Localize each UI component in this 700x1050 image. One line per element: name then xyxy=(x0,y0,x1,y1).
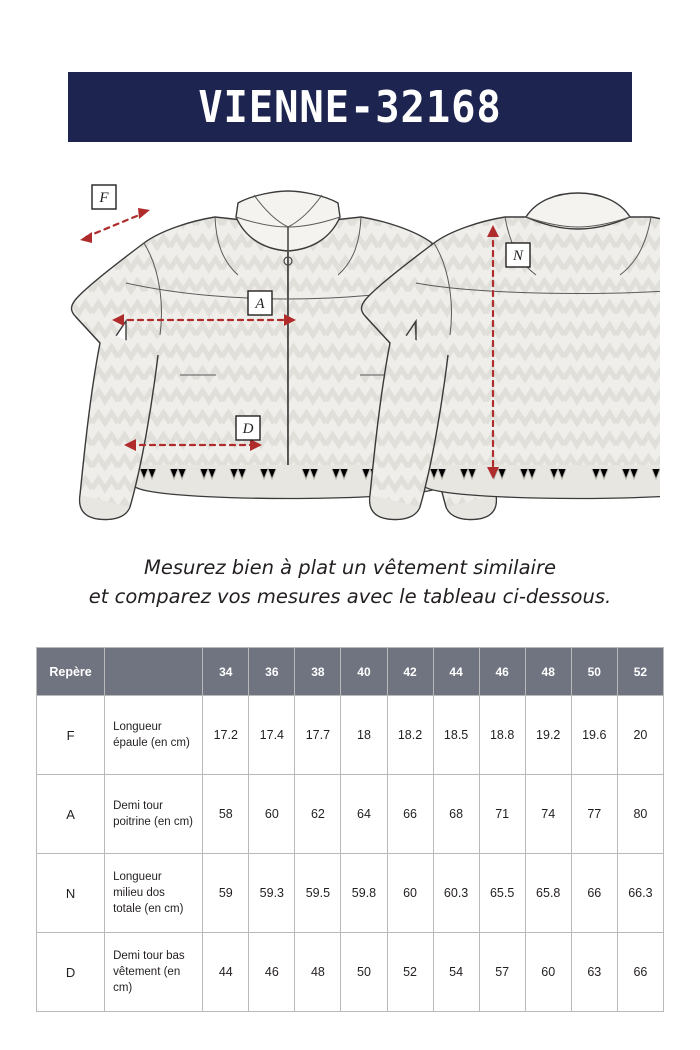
row-marker: A xyxy=(37,775,105,854)
table-row xyxy=(37,696,664,775)
header-size-48: 48 xyxy=(525,648,571,696)
header-size-42: 42 xyxy=(387,648,433,696)
cell-value: 60.3 xyxy=(433,854,479,933)
svg-text:D: D xyxy=(242,421,254,437)
garment-illustration xyxy=(40,165,660,545)
cell-value: 80 xyxy=(617,775,663,854)
table-row xyxy=(37,775,664,854)
cell-value: 60 xyxy=(249,775,295,854)
cell-value: 59.3 xyxy=(249,854,295,933)
cell-value: 57 xyxy=(479,933,525,1012)
cell-value: 17.7 xyxy=(295,696,341,775)
cell-value: 18.8 xyxy=(479,696,525,775)
header-size-34: 34 xyxy=(203,648,249,696)
svg-text:F: F xyxy=(99,190,109,206)
cell-value: 66 xyxy=(617,933,663,1012)
size-chart-table xyxy=(36,647,664,1012)
instruction-line-2: et comparez vos mesures avec le tableau ci-dessous. xyxy=(88,585,612,608)
row-label: Demi tour bas vêtement (en cm) xyxy=(105,933,203,1012)
row-marker: N xyxy=(37,854,105,933)
row-label: Longueur épaule (en cm) xyxy=(105,696,203,775)
measuring-instructions xyxy=(0,553,700,611)
cell-value: 19.2 xyxy=(525,696,571,775)
svg-text:N: N xyxy=(512,248,524,264)
row-marker: F xyxy=(37,696,105,775)
cell-value: 65.8 xyxy=(525,854,571,933)
cell-value: 52 xyxy=(387,933,433,1012)
cell-value: 66 xyxy=(387,775,433,854)
header-size-40: 40 xyxy=(341,648,387,696)
header-size-46: 46 xyxy=(479,648,525,696)
row-label: Demi tour poitrine (en cm) xyxy=(105,775,203,854)
cell-value: 17.2 xyxy=(203,696,249,775)
header-repere: Repère xyxy=(37,648,105,696)
cell-value: 59.8 xyxy=(341,854,387,933)
cell-value: 68 xyxy=(433,775,479,854)
cell-value: 58 xyxy=(203,775,249,854)
marker-A xyxy=(248,291,272,315)
cell-value: 20 xyxy=(617,696,663,775)
marker-N xyxy=(506,243,530,267)
title-banner xyxy=(68,72,632,142)
header-size-36: 36 xyxy=(249,648,295,696)
cell-value: 46 xyxy=(249,933,295,1012)
cell-value: 66.3 xyxy=(617,854,663,933)
row-marker: D xyxy=(37,933,105,1012)
cell-value: 17.4 xyxy=(249,696,295,775)
table-row xyxy=(37,933,664,1012)
cell-value: 59.5 xyxy=(295,854,341,933)
header-size-50: 50 xyxy=(571,648,617,696)
cell-value: 74 xyxy=(525,775,571,854)
header-size-44: 44 xyxy=(433,648,479,696)
cell-value: 64 xyxy=(341,775,387,854)
arrow-F xyxy=(86,213,144,237)
header-description xyxy=(105,648,203,696)
header-size-38: 38 xyxy=(295,648,341,696)
cell-value: 18.5 xyxy=(433,696,479,775)
cell-value: 18.2 xyxy=(387,696,433,775)
cell-value: 62 xyxy=(295,775,341,854)
cell-value: 65.5 xyxy=(479,854,525,933)
svg-text:A: A xyxy=(255,296,265,312)
cell-value: 66 xyxy=(571,854,617,933)
cell-value: 48 xyxy=(295,933,341,1012)
cell-value: 63 xyxy=(571,933,617,1012)
cell-value: 44 xyxy=(203,933,249,1012)
cell-value: 77 xyxy=(571,775,617,854)
cell-value: 18 xyxy=(341,696,387,775)
table-header-row xyxy=(37,648,664,696)
cell-value: 59 xyxy=(203,854,249,933)
cell-value: 60 xyxy=(387,854,433,933)
cell-value: 60 xyxy=(525,933,571,1012)
cell-value: 50 xyxy=(341,933,387,1012)
cell-value: 54 xyxy=(433,933,479,1012)
page-title: VIENNE-32168 xyxy=(198,81,502,133)
marker-F xyxy=(92,185,116,209)
cell-value: 19.6 xyxy=(571,696,617,775)
instruction-line-1: Mesurez bien à plat un vêtement similaire xyxy=(144,556,556,579)
header-size-52: 52 xyxy=(617,648,663,696)
table-row xyxy=(37,854,664,933)
cell-value: 71 xyxy=(479,775,525,854)
row-label: Longueur milieu dos totale (en cm) xyxy=(105,854,203,933)
marker-D xyxy=(236,416,260,440)
